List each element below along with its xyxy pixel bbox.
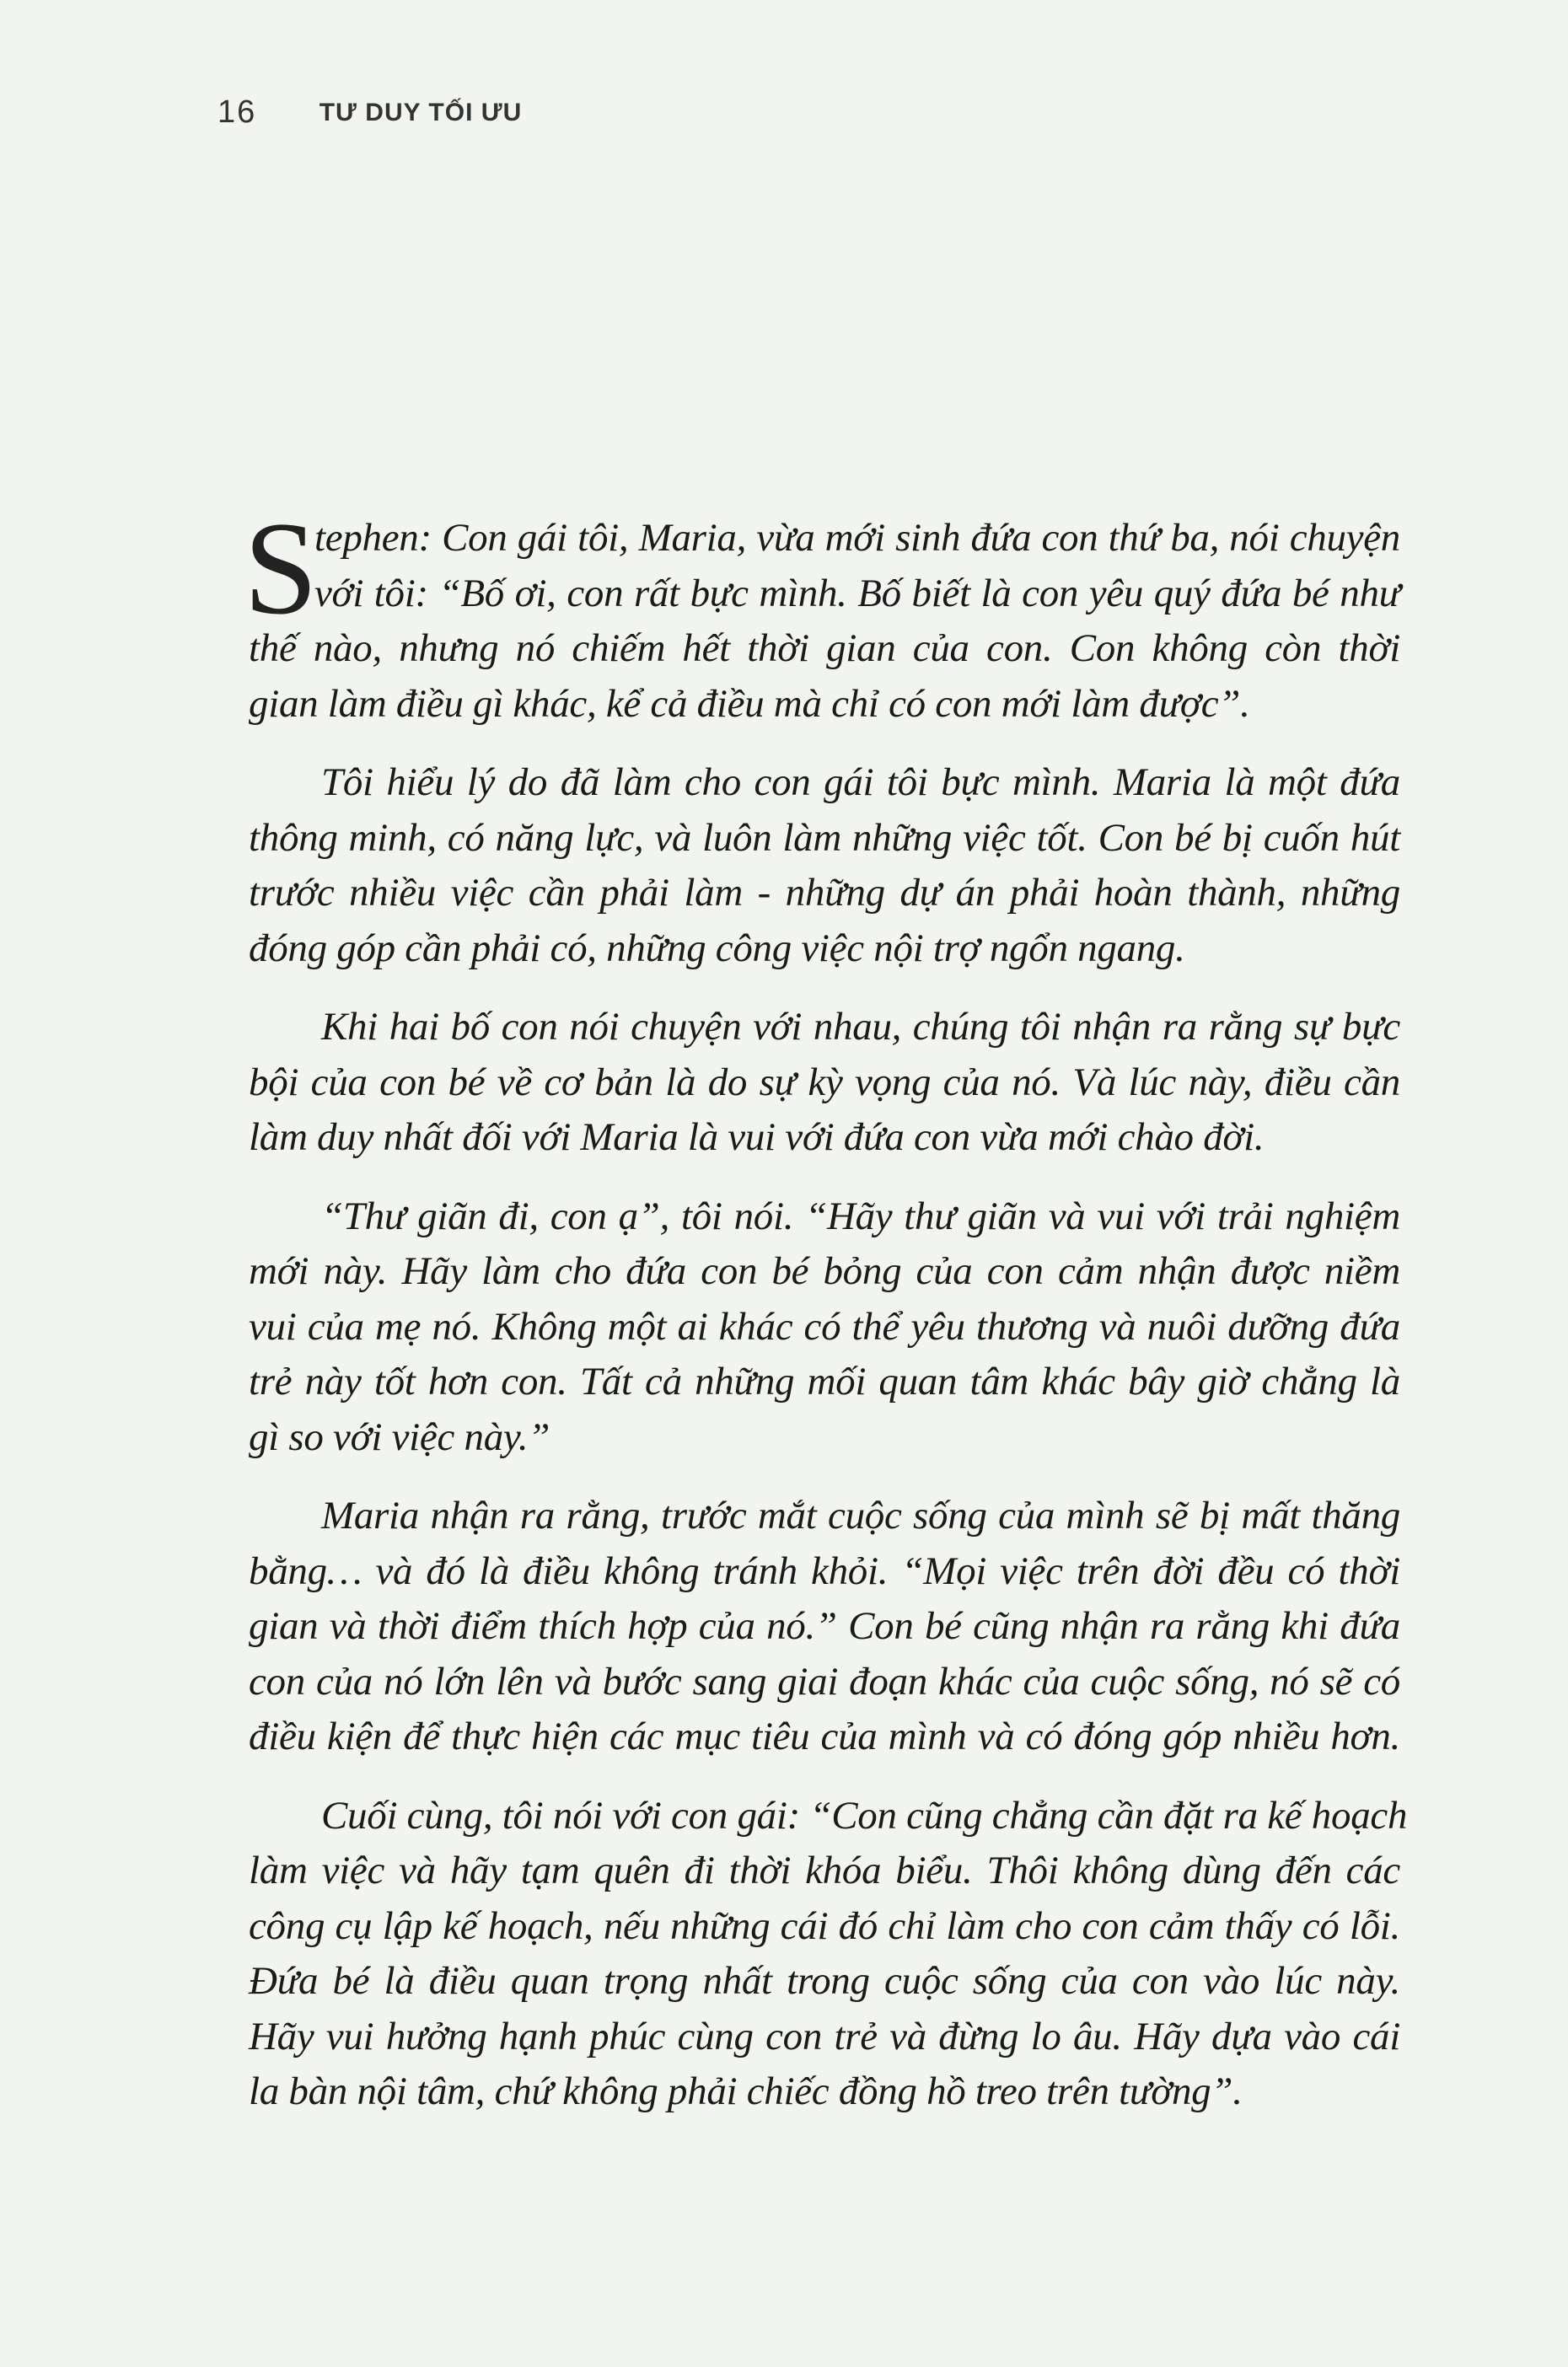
paragraph (244, 495, 1400, 732)
text-line: đóng góp cần phải có, những công việc nội trợ ngổn ngang. (249, 926, 1185, 970)
paragraph (249, 1489, 1400, 1765)
text-line: “Thư giãn đi, con ạ”, tôi nói. “Hãy thư giãn và vui với trải nghiệm (321, 1194, 1400, 1238)
book-title: TƯ DUY TỐI ƯU (319, 98, 523, 126)
text-line: la bàn nội tâm, chứ không phải chiếc đồng hồ treo trên tường”. (249, 2069, 1243, 2113)
text-line: gian làm điều gì khác, kể cả điều mà chỉ có con mới làm được”. (249, 681, 1250, 726)
text-line: Cuối cùng, tôi nói với con gái: “Con cũng chẳng cần đặt ra kế hoạch (321, 1793, 1408, 1838)
text-line: bội của con bé về cơ bản là do sự kỳ vọng của nó. Và lúc này, điều cần (249, 1060, 1400, 1104)
text-line: thế nào, nhưng nó chiếm hết thời gian của con. Con không còn thời (249, 626, 1400, 670)
text-line: bằng… và đó là điều không tránh khỏi. “Mọi việc trên đời đều có thời (249, 1548, 1400, 1593)
text-line: điều kiện để thực hiện các mục tiêu của mình và có đóng góp nhiều hơn. (249, 1715, 1400, 1758)
text-line: Hãy vui hưởng hạnh phúc cùng con trẻ và đừng lo âu. Hãy dựa vào cái (249, 2014, 1400, 2058)
paragraph (249, 755, 1400, 976)
text-line: trước nhiều việc cần phải làm - những dự án phải hoàn thành, những (249, 871, 1400, 915)
text-line: Tôi hiểu lý do đã làm cho con gái tôi bực mình. Maria là một đứa (321, 760, 1400, 804)
text-line: vui của mẹ nó. Không một ai khác có thể yêu thương và nuôi dưỡng đứa (249, 1304, 1400, 1349)
text-line: gian và thời điểm thích hợp của nó.” Con bé cũng nhận ra rằng khi đứa (249, 1604, 1400, 1648)
text-line: tephen: Con gái tôi, Maria, vừa mới sinh đứa con thứ ba, nói chuyện (314, 516, 1400, 560)
page-number: 16 (217, 94, 257, 130)
text-line: mới này. Hãy làm cho đứa con bé bỏng của con cảm nhận được niềm (249, 1249, 1400, 1293)
text-line: công cụ lập kế hoạch, nếu những cái đó chỉ làm cho con cảm thấy có lỗi. (249, 1903, 1400, 1948)
drop-cap: S (244, 495, 318, 642)
text-line: gì so với việc này.” (249, 1414, 550, 1459)
paragraph (249, 1789, 1408, 2120)
paragraph (249, 1189, 1400, 1466)
text-line: trẻ này tốt hơn con. Tất cả những mối quan tâm khác bây giờ chẳng là (249, 1360, 1400, 1404)
text-line: Đứa bé là điều quan trọng nhất trong cuộc sống của con vào lúc này. (249, 1959, 1400, 2003)
text-line: với tôi: “Bố ơi, con rất bực mình. Bố biết là con yêu quý đứa bé như (314, 571, 1400, 615)
text-line: làm việc và hãy tạm quên đi thời khóa biểu. Thôi không dùng đến các (249, 1849, 1400, 1892)
paragraph (249, 1000, 1400, 1166)
running-header (217, 94, 522, 131)
text-line: làm duy nhất đối với Maria là vui với đứa con vừa mới chào đời. (249, 1115, 1265, 1159)
body-text (244, 495, 1408, 2144)
text-line: Maria nhận ra rằng, trước mắt cuộc sống của mình sẽ bị mất thăng (321, 1494, 1400, 1538)
text-line: Khi hai bố con nói chuyện với nhau, chúng tôi nhận ra rằng sự bực (321, 1005, 1400, 1049)
text-line: thông minh, có năng lực, và luôn làm những việc tốt. Con bé bị cuốn hút (249, 815, 1400, 860)
text-line: con của nó lớn lên và bước sang giai đoạn khác của cuộc sống, nó sẽ có (249, 1659, 1400, 1704)
